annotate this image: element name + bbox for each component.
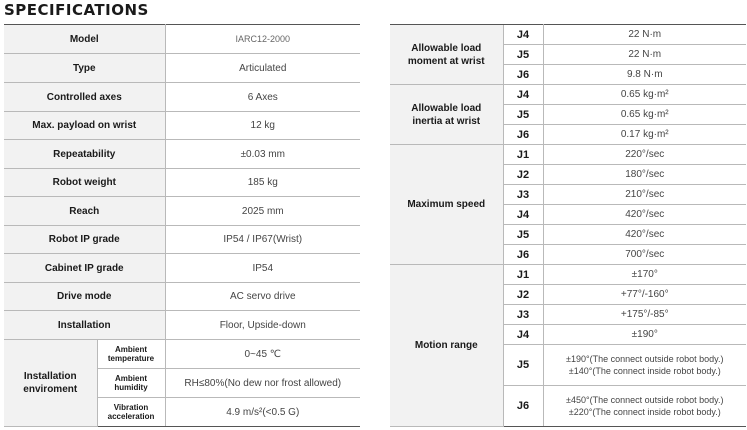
joint-label: J6 — [503, 386, 543, 427]
spec-label-speed: Maximum speed — [390, 145, 503, 265]
spec-label: Robot weight — [4, 169, 165, 197]
joint-label: J4 — [503, 325, 543, 345]
spec-value: 0.65 kg·m² — [543, 85, 746, 105]
spec-value-multiline — [543, 345, 746, 386]
spec-row-drive — [4, 283, 360, 311]
value-line: ±140°(The connect inside robot body.) — [568, 366, 721, 376]
spec-label: Model — [4, 25, 165, 54]
speed-row — [390, 145, 746, 165]
spec-row-reach — [4, 197, 360, 226]
joint-label: J4 — [503, 85, 543, 105]
spec-row-installation — [4, 311, 360, 340]
moment-row — [390, 25, 746, 45]
spec-label: Cabinet IP grade — [4, 254, 165, 283]
spec-value: 12 kg — [165, 112, 360, 140]
spec-value-multiline — [543, 386, 746, 427]
motion-row — [390, 265, 746, 285]
spec-value: 0~45 ℃ — [165, 340, 360, 369]
spec-value: IARC12-2000 — [165, 25, 360, 54]
joint-label: J6 — [503, 125, 543, 145]
spec-value: +77°/-160° — [543, 285, 746, 305]
spec-value: 0.17 kg·m² — [543, 125, 746, 145]
spec-row-model — [4, 25, 360, 54]
spec-row-repeatability — [4, 140, 360, 169]
joint-label: J2 — [503, 165, 543, 185]
spec-value: RH≤80%(No dew nor frost allowed) — [165, 369, 360, 398]
spec-row-env-temperature — [4, 340, 360, 369]
spec-label-inertia: Allowable load inertia at wrist — [390, 85, 503, 145]
spec-value: 210°/sec — [543, 185, 746, 205]
joint-label: J1 — [503, 145, 543, 165]
spec-value: ±170° — [543, 265, 746, 285]
spec-value: 2025 mm — [165, 197, 360, 226]
spec-value: 220°/sec — [543, 145, 746, 165]
spec-row-robot-ip — [4, 226, 360, 254]
specs-table-left — [4, 24, 360, 427]
spec-row-weight — [4, 169, 360, 197]
spec-value: IP54 — [165, 254, 360, 283]
spec-value: Floor, Upside-down — [165, 311, 360, 340]
spec-value: 22 N·m — [543, 25, 746, 45]
spec-label: Controlled axes — [4, 83, 165, 112]
spec-value: 180°/sec — [543, 165, 746, 185]
spec-label: Installation — [4, 311, 165, 340]
spec-value: IP54 / IP67(Wrist) — [165, 226, 360, 254]
inertia-row — [390, 85, 746, 105]
joint-label: J2 — [503, 285, 543, 305]
env-sub-label: Ambient temperature — [97, 340, 165, 369]
joint-label: J3 — [503, 305, 543, 325]
joint-label: J5 — [503, 105, 543, 125]
spec-label: Robot IP grade — [4, 226, 165, 254]
joint-label: J1 — [503, 265, 543, 285]
spec-label: Drive mode — [4, 283, 165, 311]
joint-label: J6 — [503, 65, 543, 85]
spec-value: +175°/-85° — [543, 305, 746, 325]
joint-label: J4 — [503, 205, 543, 225]
joint-label: J3 — [503, 185, 543, 205]
spec-value: 420°/sec — [543, 225, 746, 245]
spec-value: 6 Axes — [165, 83, 360, 112]
spec-value: 700°/sec — [543, 245, 746, 265]
spec-value: 185 kg — [165, 169, 360, 197]
spec-label-environment: Installation enviroment — [4, 340, 97, 427]
spec-row-axes — [4, 83, 360, 112]
spec-value: 22 N·m — [543, 45, 746, 65]
env-sub-label: Vibration acceleration — [97, 398, 165, 427]
spec-row-type — [4, 54, 360, 83]
spec-value: 9.8 N·m — [543, 65, 746, 85]
spec-value: ±190° — [543, 325, 746, 345]
spec-label-moment: Allowable load moment at wrist — [390, 25, 503, 85]
spec-label-motion: Motion range — [390, 265, 503, 427]
joint-label: J5 — [503, 345, 543, 386]
spec-row-cabinet-ip — [4, 254, 360, 283]
spec-value: 4.9 m/s²(<0.5 G) — [165, 398, 360, 427]
page-title: SPECIFICATIONS — [4, 1, 149, 19]
env-sub-label: Ambient humidity — [97, 369, 165, 398]
value-line: ±220°(The connect inside robot body.) — [568, 407, 721, 417]
spec-label: Repeatability — [4, 140, 165, 169]
spec-row-payload — [4, 112, 360, 140]
spec-value: 0.65 kg·m² — [543, 105, 746, 125]
joint-label: J6 — [503, 245, 543, 265]
spec-value: AC servo drive — [165, 283, 360, 311]
joint-label: J4 — [503, 25, 543, 45]
spec-value: ±0.03 mm — [165, 140, 360, 169]
spec-value: 420°/sec — [543, 205, 746, 225]
spec-label: Max. payload on wrist — [4, 112, 165, 140]
specs-table-right — [390, 24, 746, 427]
spec-label: Type — [4, 54, 165, 83]
spec-value: Articulated — [165, 54, 360, 83]
joint-label: J5 — [503, 45, 543, 65]
value-line: ±450°(The connect outside robot body.) — [566, 395, 724, 405]
spec-label: Reach — [4, 197, 165, 226]
joint-label: J5 — [503, 225, 543, 245]
value-line: ±190°(The connect outside robot body.) — [566, 354, 724, 364]
